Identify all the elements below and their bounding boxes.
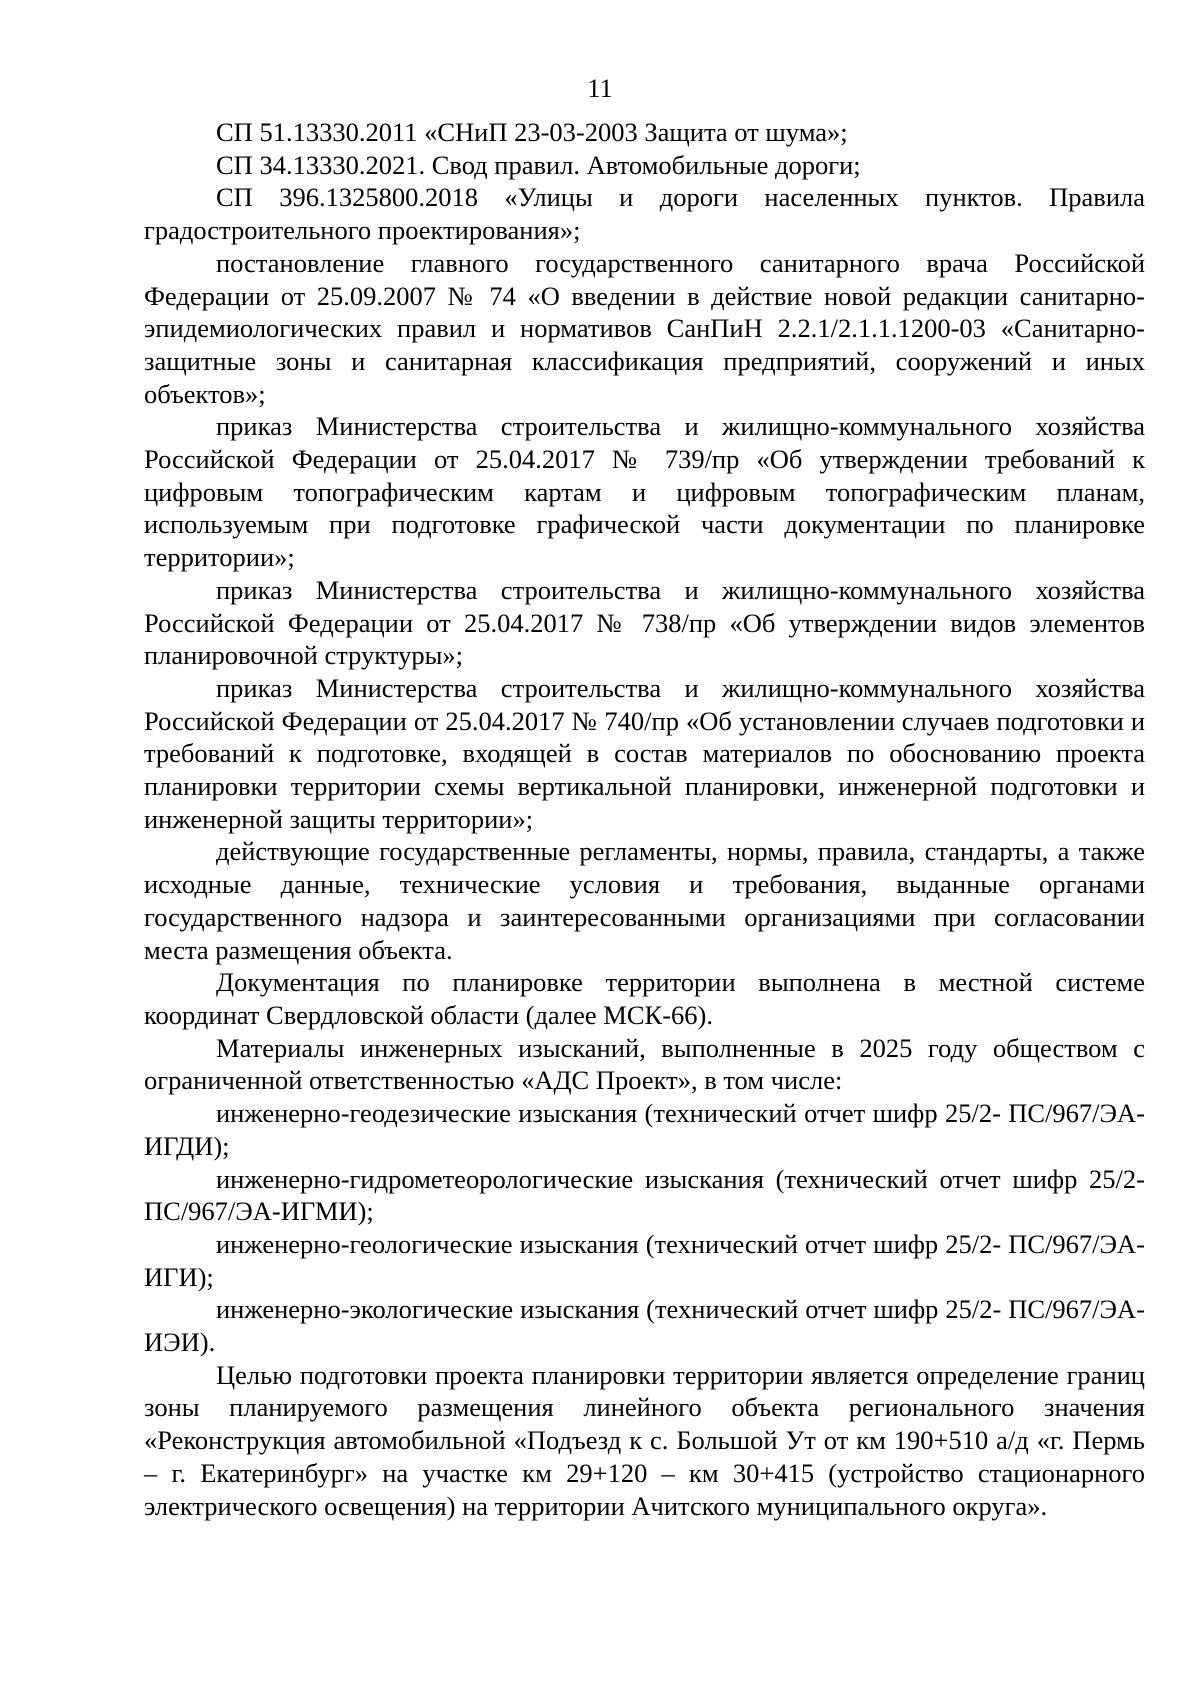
paragraph-sp-396: СП 396.1325800.2018 «Улицы и дороги населенных пунктов. Правила градостроительного проектирования»; bbox=[144, 182, 1145, 246]
paragraph-order-740: приказ Министерства строительства и жилищно-коммунального хозяйства Российской Федерации от 25.04.2017 № 740/пр «Об установлении случаев подготовки и требований к подготовке, входящей в состав материалов по обоснованию проекта планировки территории схемы вертикальной планировки, инженерной подготовки и инженерной защиты территории»; bbox=[144, 672, 1145, 834]
paragraph-survey-hydromet: инженерно-гидрометеорологические изыскания (технический отчет шифр 25/2-ПС/967/ЭА-ИГМИ); bbox=[144, 1163, 1145, 1227]
paragraph-survey-geological: инженерно-геологические изыскания (технический отчет шифр 25/2- ПС/967/ЭА-ИГИ); bbox=[144, 1228, 1145, 1292]
paragraph-regulations: действующие государственные регламенты, нормы, правила, стандарты, а также исходные данные, технические условия и требования, выданные органами государственного надзора и заинтересованными организациями при согласовании места размещения объекта. bbox=[144, 836, 1145, 965]
paragraph-coordinate-system: Документация по планировке территории выполнена в местной системе координат Свердловской области (далее МСК-66). bbox=[144, 967, 1145, 1030]
paragraph-sp-34: СП 34.13330.2021. Свод правил. Автомобильные дороги; bbox=[216, 149, 861, 180]
paragraph-order-738: приказ Министерства строительства и жилищно-коммунального хозяйства Российской Федерации от 25.04.2017 № 738/пр «Об утверждении видов элементов планировочной структуры»; bbox=[144, 574, 1145, 671]
paragraph-project-goal: Целью подготовки проекта планировки территории является определение границ зоны планируемого размещения линейного объекта регионального значения «Реконструкция автомобильной «Подъезд к с. Большой Ут от км 190+510 а/д «г. Пермь – г. Екатеринбург» на участке км 29+120 – км 30+415 (устройство стационарного электрического освещения) на территории Ачитского муниципального округа». bbox=[144, 1359, 1145, 1521]
page-number: 11 bbox=[587, 73, 613, 103]
paragraph-survey-geodetic: инженерно-геодезические изыскания (технический отчет шифр 25/2- ПС/967/ЭА-ИГДИ); bbox=[144, 1098, 1145, 1161]
paragraph-sp-51: СП 51.13330.2011 «СНиП 23-03-2003 Защита от шума»; bbox=[216, 117, 848, 147]
paragraph-survey-ecological: инженерно-экологические изыскания (технический отчет шифр 25/2- ПС/967/ЭА-ИЭИ). bbox=[144, 1294, 1145, 1358]
paragraph-order-739: приказ Министерства строительства и жилищно-коммунального хозяйства Российской Федерации от 25.04.2017 № 739/пр «Об утверждении требований к цифровым топографическим картам и цифровым топографическим планам, используемым при подготовке графической части документации по планировке территории»; bbox=[144, 411, 1145, 573]
document-body bbox=[144, 116, 1145, 1522]
paragraph-surveys-intro: Материалы инженерных изысканий, выполненные в 2025 году обществом с ограниченной ответственностью «АДС Проект», в том числе: bbox=[144, 1032, 1145, 1096]
paragraph-sanpin-decree: постановление главного государственного санитарного врача Российской Федерации от 25.09.2007 № 74 «О введении в действие новой редакции санитарно-эпидемиологических правил и нормативов СанПиН 2.2.1/2.1.1.1200-03 «Санитарно-защитные зоны и санитарная классификация предприятий, сооружений и иных объектов»; bbox=[144, 247, 1145, 409]
